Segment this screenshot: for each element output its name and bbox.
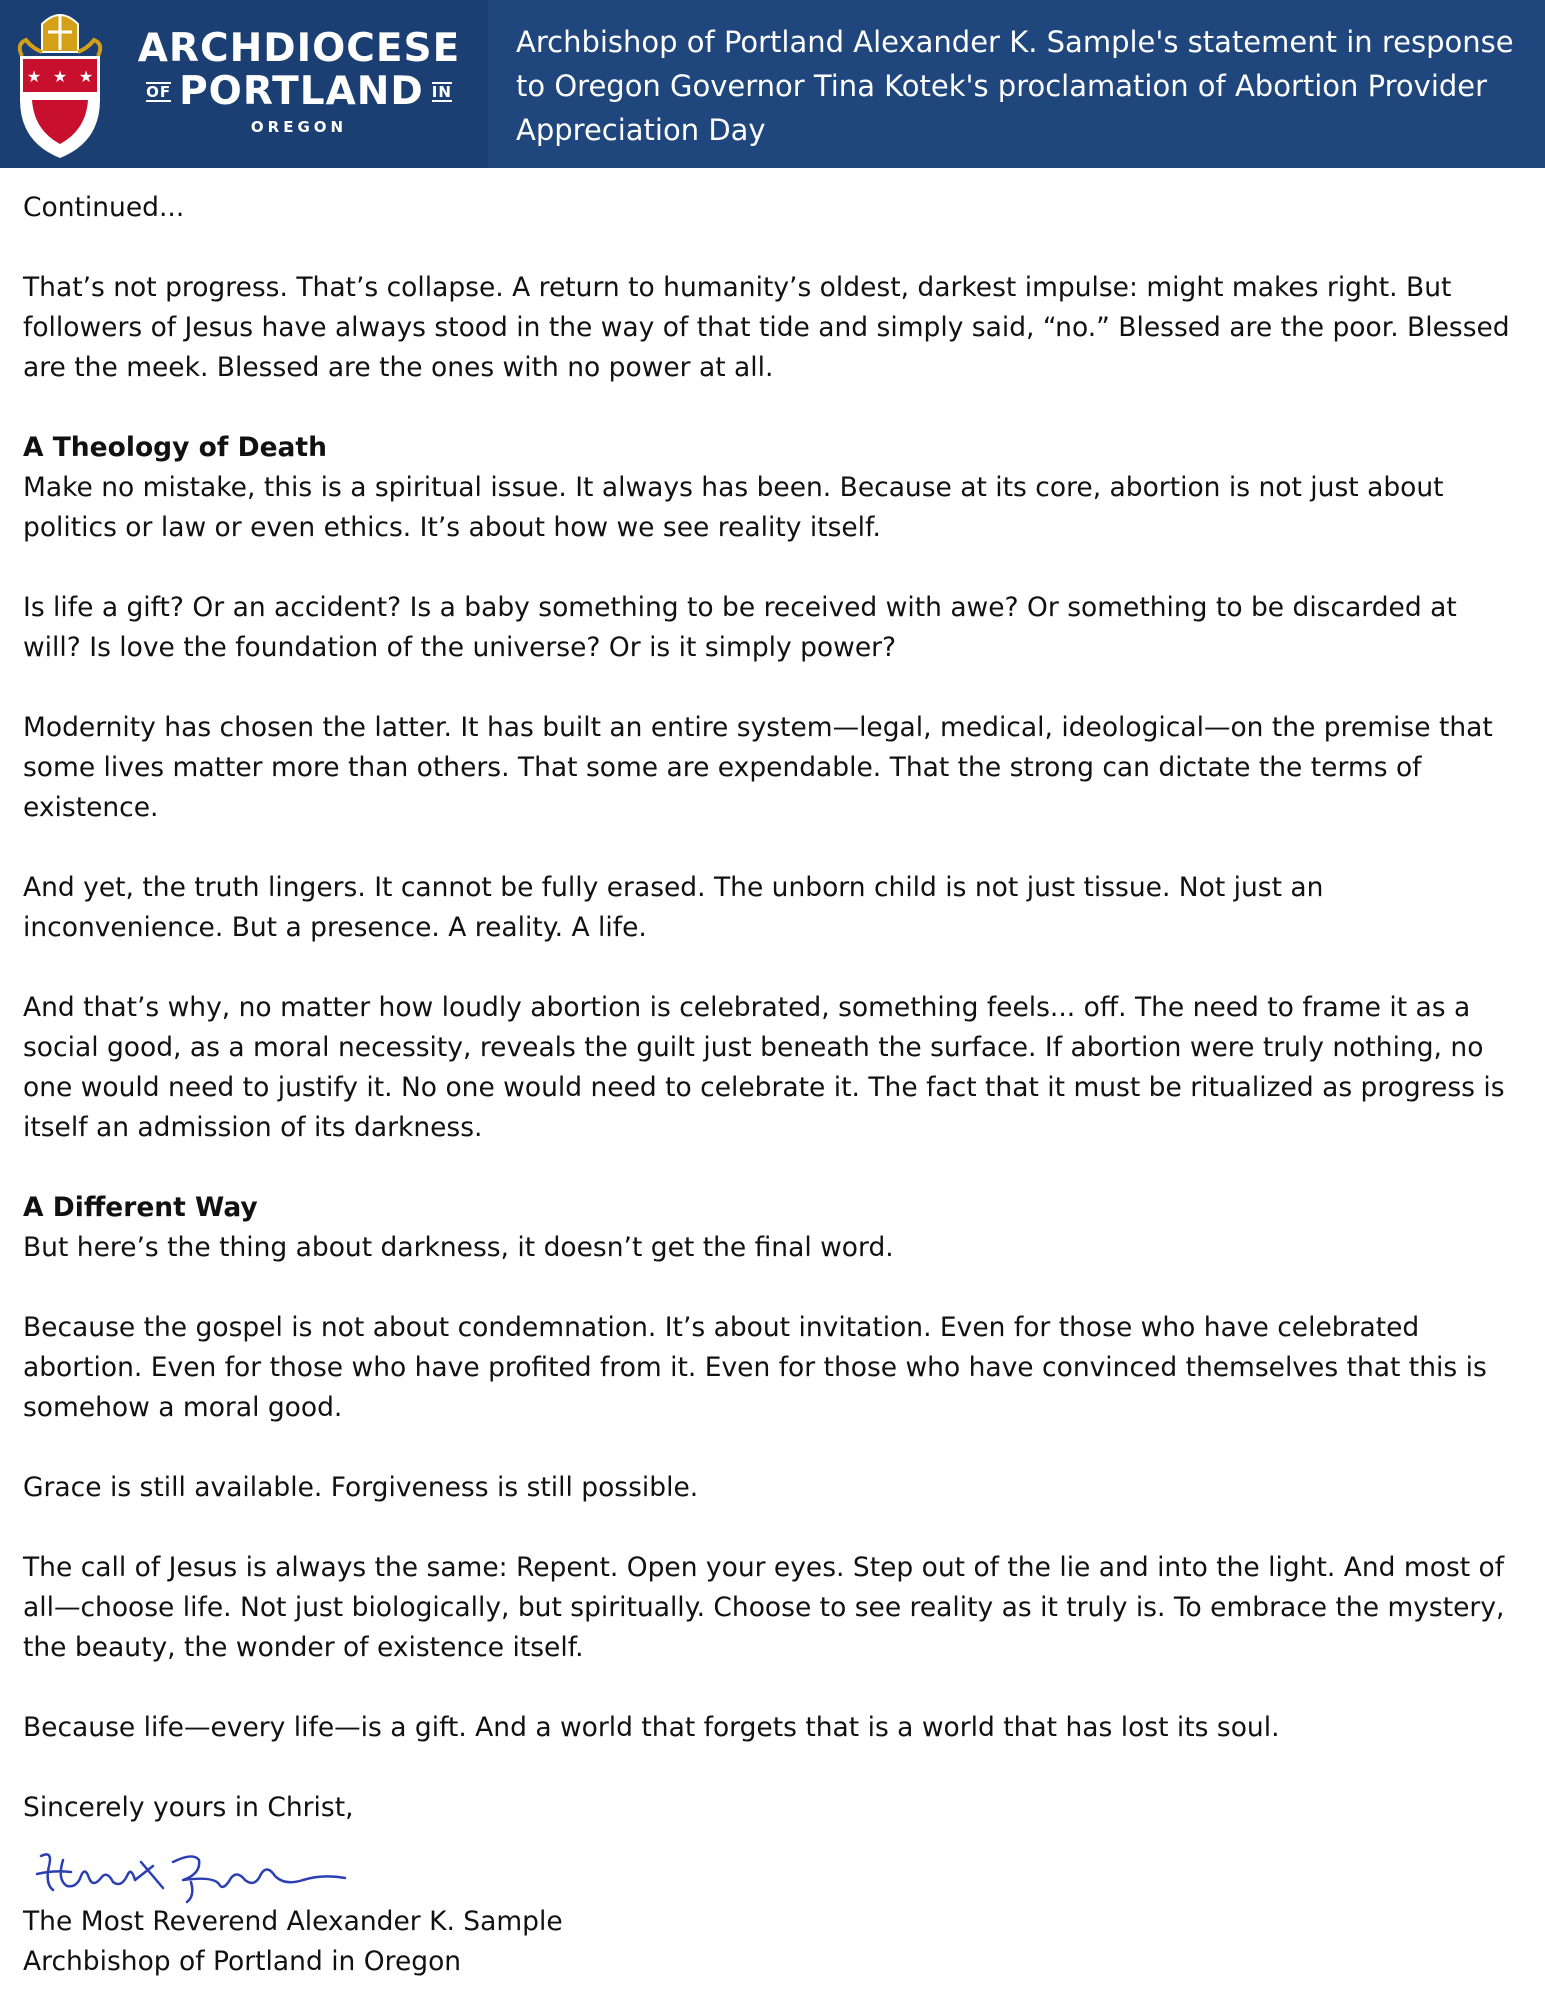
paragraph: And yet, the truth lingers. It cannot be fully erased. The unborn child is not just tissue. Not just an inconvenience. But a presence. A reality. A life. xyxy=(23,872,1324,943)
paragraph: Modernity has chosen the latter. It has built an entire system—legal, medical, ideological—on the premise that some lives matter more than others. That some are expendable. That the strong can dictate the terms of existence. xyxy=(23,712,1493,823)
section-heading: A Different Way xyxy=(23,1192,258,1223)
letter-body xyxy=(0,168,1545,1982)
paragraph: Make no mistake, this is a spiritual issue. It always has been. Because at its core, abortion is not just about politics or law or even ethics. It’s about how we see reality itself. xyxy=(23,472,1444,543)
paragraph: Because the gospel is not about condemnation. It’s about invitation. Even for those who have celebrated abortion. Even for those who have profited from it. Even for those who have convinced themselves that this is somehow a moral good. xyxy=(23,1312,1487,1423)
paragraph: Because life—every life—is a gift. And a world that forgets that is a world that has lost its soul. xyxy=(23,1712,1280,1743)
logo-archdiocese-text: ARCHDIOCESE xyxy=(137,26,461,71)
logo-portland-row xyxy=(120,70,478,114)
logo-portland-text: PORTLAND xyxy=(179,69,424,114)
signer-name: The Most Reverend Alexander K. Sample xyxy=(23,1906,563,1937)
logo-of-text: OF xyxy=(146,83,172,101)
svg-text:★: ★ xyxy=(52,67,68,86)
closing-salutation: Sincerely yours in Christ, xyxy=(23,1792,354,1823)
section-heading: A Theology of Death xyxy=(23,432,327,463)
svg-text:★: ★ xyxy=(78,67,94,86)
paragraph: Is life a gift? Or an accident? Is a baby something to be received with awe? Or something to be discarded at will? Is love the foundation of the universe? Or is it simply power? xyxy=(23,592,1457,663)
logo-wordmark xyxy=(120,26,478,138)
logo-oregon-text: OREGON xyxy=(250,118,348,136)
paragraph: But here’s the thing about darkness, it doesn’t get the final word. xyxy=(23,1232,894,1263)
signer-title: Archbishop of Portland in Oregon xyxy=(23,1946,462,1977)
archdiocese-logo xyxy=(0,0,488,168)
header-banner xyxy=(0,0,1545,168)
statement-headline: Archbishop of Portland Alexander K. Sample's statement in response to Oregon Governor Tina Kotek's proclamation of Abortion Provider Appreciation Day xyxy=(516,25,1514,147)
handwritten-signature xyxy=(23,1826,363,1908)
paragraph: Grace is still available. Forgiveness is still possible. xyxy=(23,1472,699,1503)
paragraph: The call of Jesus is always the same: Repent. Open your eyes. Step out of the lie and into the light. And most of all—choose life. Not just biologically, but spiritually. Choose to see reality as it truly is. To embrace the mystery, the beauty, the wonder of existence itself. xyxy=(23,1552,1505,1663)
svg-text:★: ★ xyxy=(26,67,42,86)
paragraph: And that’s why, no matter how loudly abortion is celebrated, something feels... off. The need to frame it as a social good, as a moral necessity, reveals the guilt just beneath the surface. If abortion were truly nothing, no one would need to justify it. No one would need to celebrate it. The fact that it must be ritualized as progress is itself an admission of its darkness. xyxy=(23,992,1505,1143)
continued-label: Continued... xyxy=(23,192,185,223)
logo-in-text: IN xyxy=(431,83,452,101)
coat-of-arms-icon xyxy=(12,4,108,164)
paragraph: That’s not progress. That’s collapse. A return to humanity’s oldest, darkest impulse: might makes right. But followers of Jesus have always stood in the way of that tide and simply said, “no.” Blessed are the poor. Blessed are the meek. Blessed are the ones with no power at all. xyxy=(23,272,1510,383)
